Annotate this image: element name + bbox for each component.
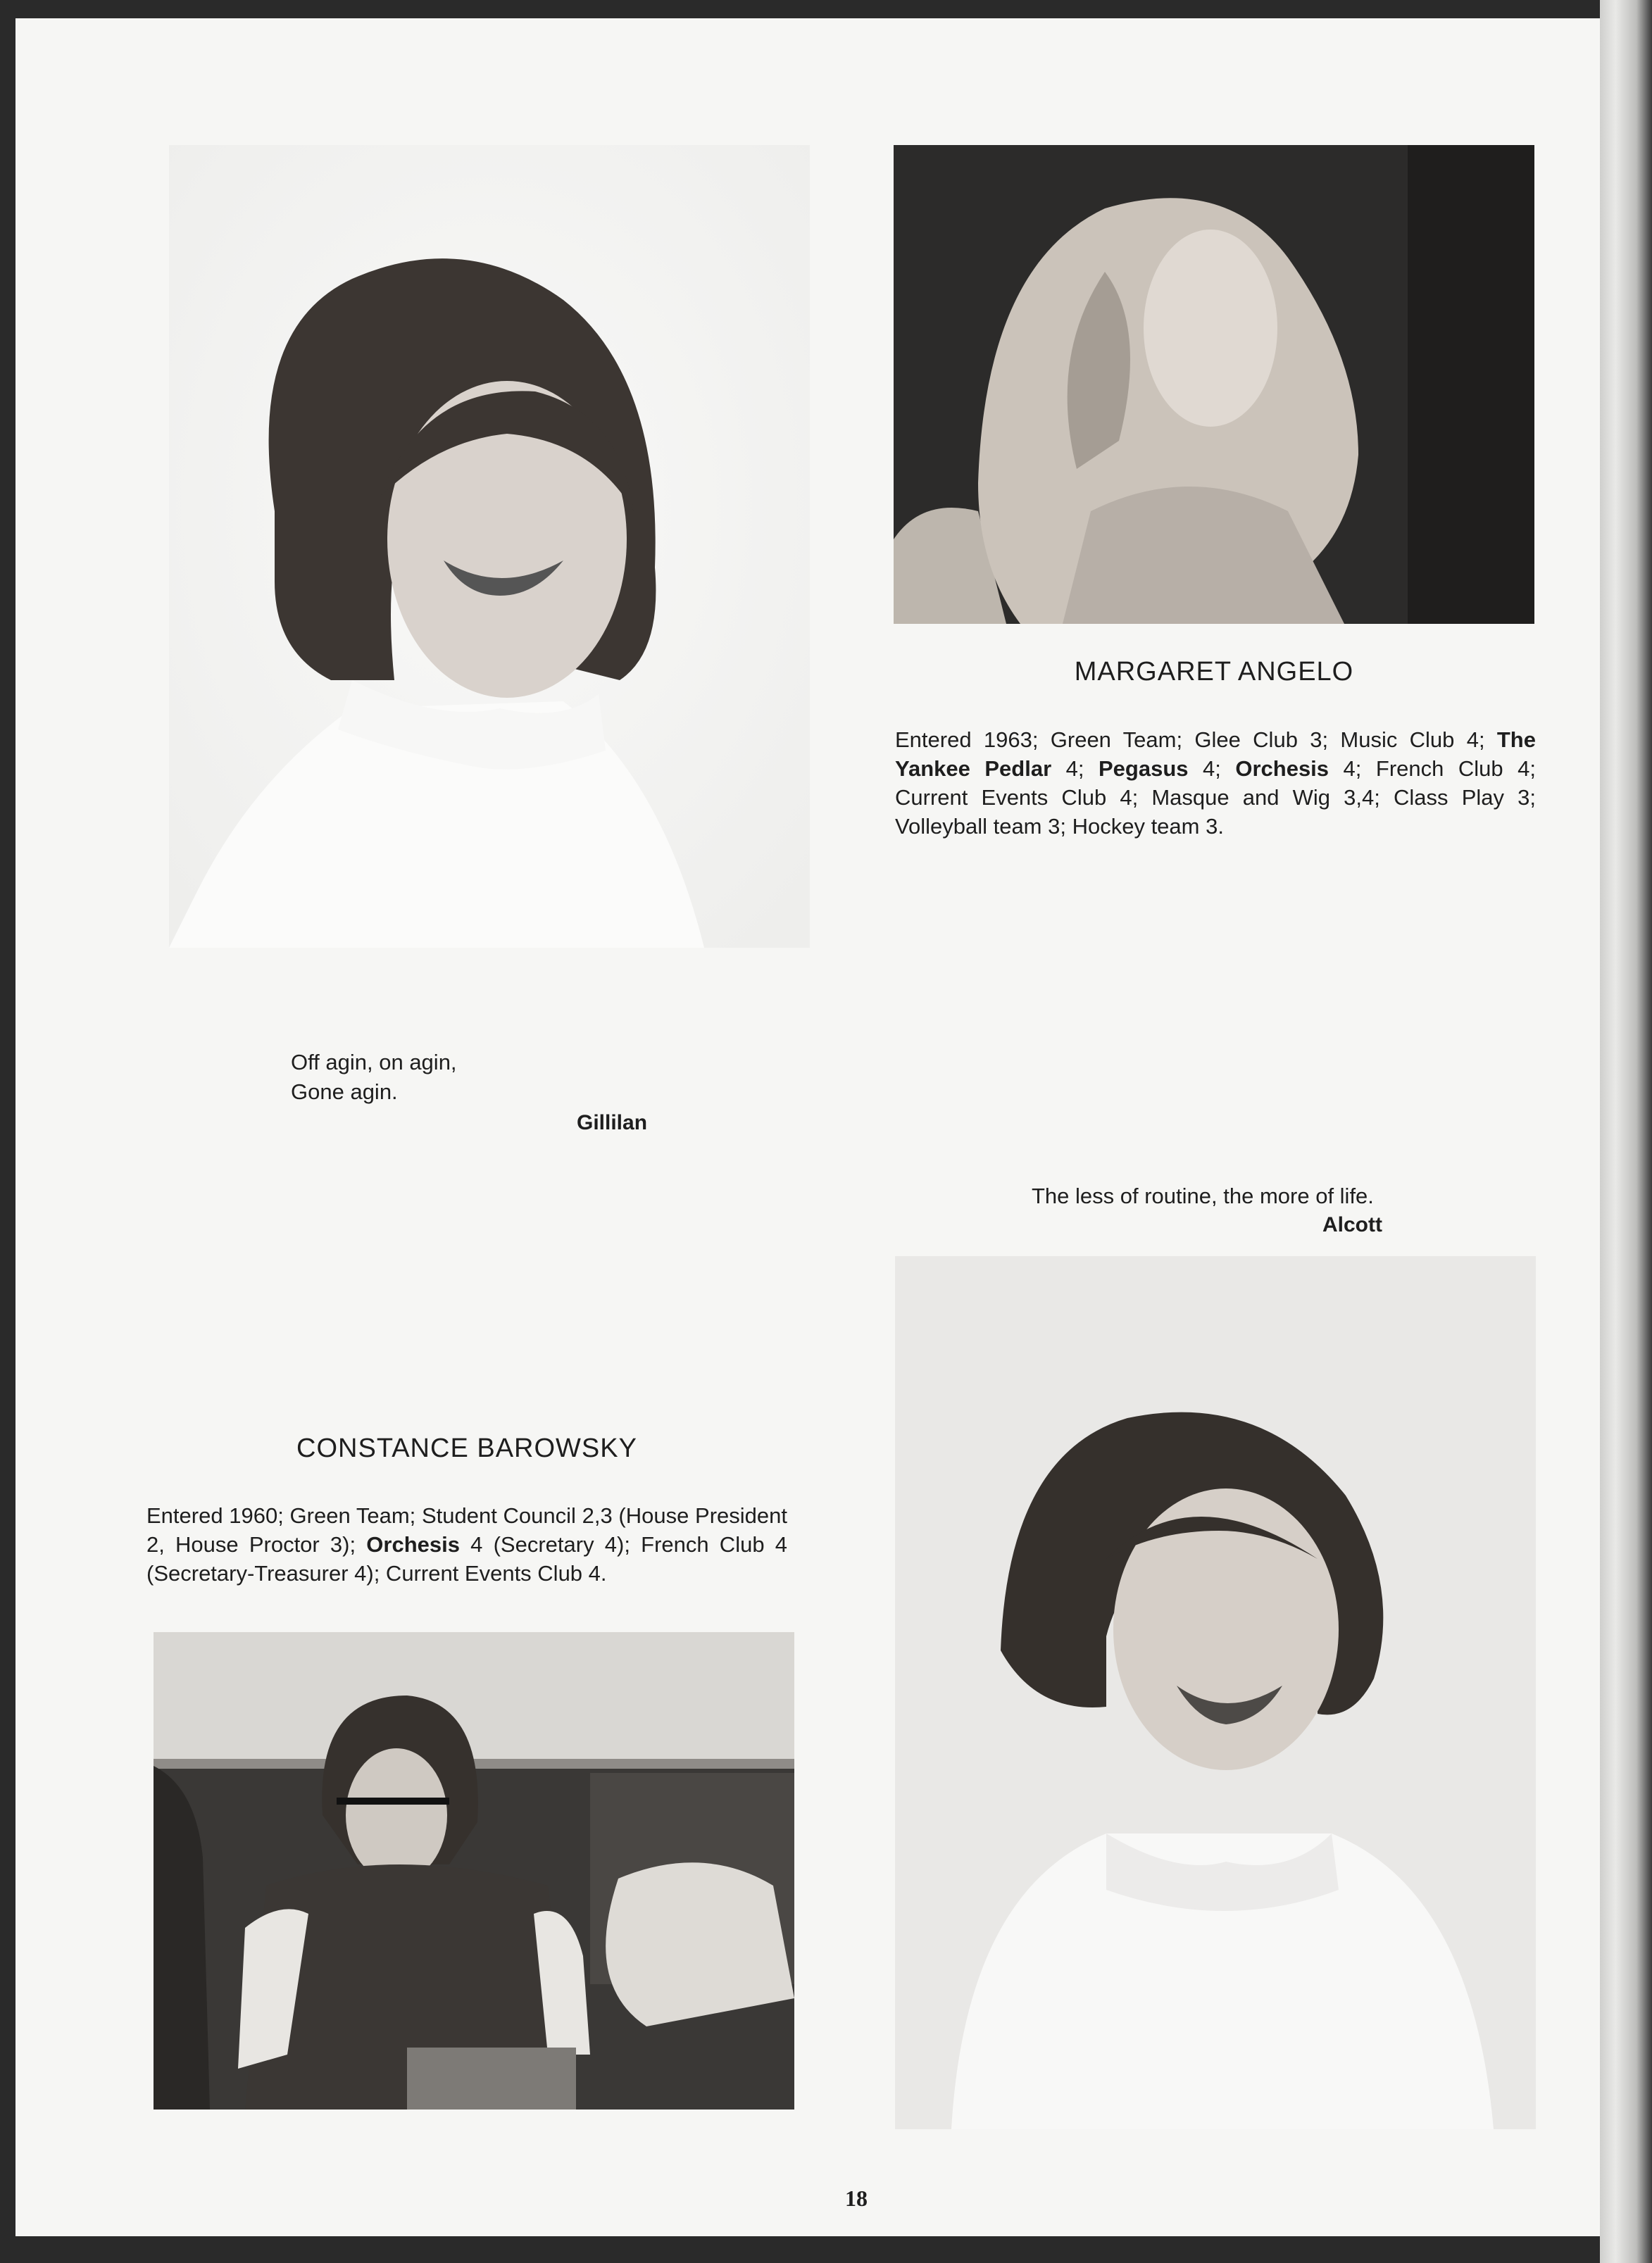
bio-barowsky-segment: 4 (Secretary 4); French Club 4 (Secretary-Treasurer 4); Current Events Club 4.	[146, 1532, 787, 1586]
quote-gillilan	[291, 1048, 457, 1107]
bio-barowsky	[146, 1501, 787, 1588]
bio-angelo	[895, 725, 1536, 841]
bio-angelo-segment: Entered 1963; Green Team; Glee Club 3; Music Club 4;	[895, 727, 1497, 752]
portrait-photo-bottom-right	[895, 1256, 1536, 2129]
portrait-photo-top-left	[169, 145, 810, 948]
yearbook-page	[15, 18, 1600, 2236]
candid-photo-top-right	[894, 145, 1534, 624]
bio-angelo-segment: 4;	[1188, 756, 1236, 781]
quote-gillilan-line-2: Gone agin.	[291, 1079, 398, 1104]
bio-angelo-segment: The Yankee Pedlar	[895, 727, 1536, 781]
page-binding-edge	[1600, 0, 1652, 2263]
bio-angelo-segment: 4;	[1051, 756, 1099, 781]
student-name-barowsky: CONSTANCE BAROWSKY	[296, 1434, 637, 1463]
page-number: 18	[845, 2186, 868, 2211]
quote-author-gillilan: Gillilan	[577, 1111, 648, 1134]
candid-photo-bottom-left	[154, 1632, 794, 2110]
bio-barowsky-segment: Orchesis	[366, 1532, 460, 1557]
bio-angelo-segment: Orchesis	[1235, 756, 1329, 781]
bio-angelo-segment: Pegasus	[1098, 756, 1189, 781]
quote-alcott	[1032, 1181, 1374, 1211]
bio-barowsky-segment: Entered 1960; Green Team; Student Council 2,3 (House President 2, House Proctor 3);	[146, 1503, 787, 1557]
bio-angelo-segment: 4; French Club 4; Current Events Club 4; Masque and Wig 3,4; Class Play 3; Volleyball team 3; Hockey team 3.	[895, 756, 1536, 839]
student-name-angelo: MARGARET ANGELO	[1074, 657, 1354, 687]
quote-gillilan-line-1: Off agin, on agin,	[291, 1050, 457, 1074]
quote-author-alcott: Alcott	[1322, 1213, 1382, 1236]
quote-alcott-line-1: The less of routine, the more of life.	[1032, 1184, 1374, 1208]
